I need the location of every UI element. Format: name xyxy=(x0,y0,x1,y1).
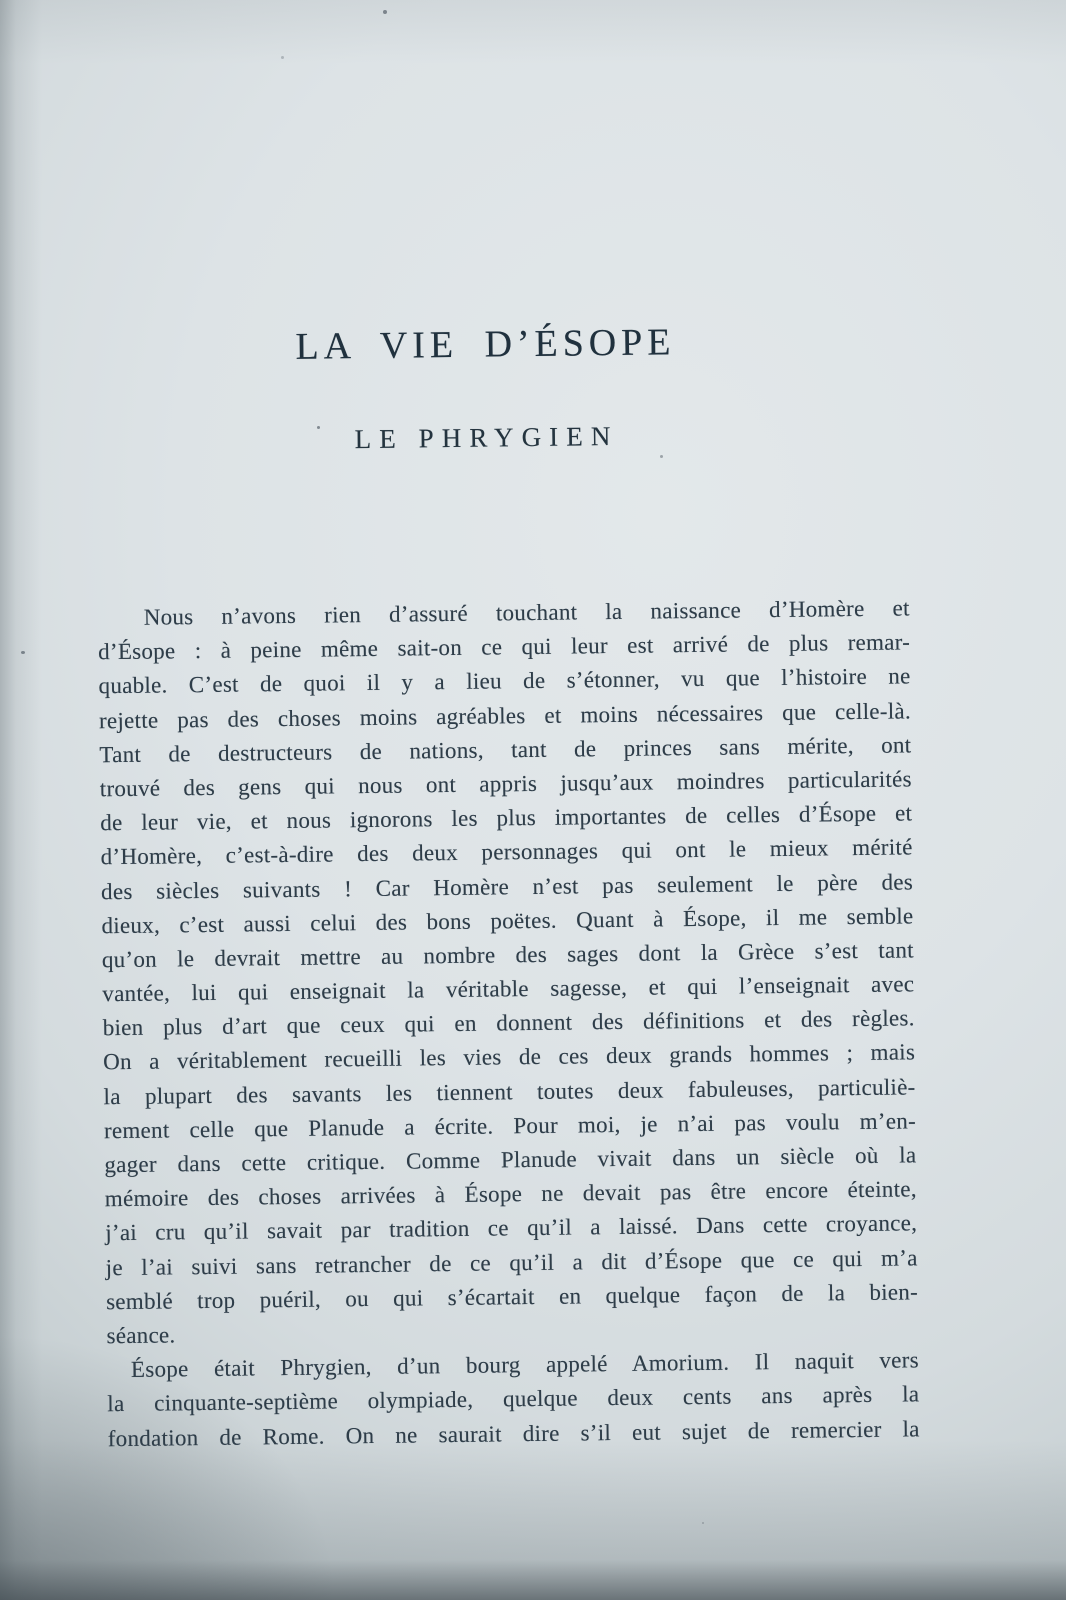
text-line: fondation de Rome. On ne saurait dire s’il eut sujet de remercier la xyxy=(107,1415,920,1451)
text-line: des siècles suivants ! Car Homère n’est pas seulement le père des xyxy=(100,868,914,904)
text-line: vantée, lui qui enseignait la véritable sagesse, et qui l’enseignait avec xyxy=(102,971,915,1007)
paragraph xyxy=(107,1343,920,1455)
text-line: bien plus d’art que ceux qui en donnent des définitions et des règles. xyxy=(102,1005,915,1041)
text-line: On a véritablement recueilli les vies de ces deux grands hommes ; mais xyxy=(103,1039,916,1075)
chapter-title: LA VIE D’ÉSOPE xyxy=(295,321,676,368)
text-line: quable. C’est de quoi il y a lieu de s’étonner, vu que l’histoire ne xyxy=(98,663,911,699)
text-line: séance. xyxy=(106,1322,176,1349)
text-line: je l’ai suivi sans retrancher de ce qu’il a dit d’Ésope que ce qui m’a xyxy=(105,1244,918,1280)
text-line: semblé trop puéril, ou qui s’écartait en quelque façon de la bien- xyxy=(105,1279,919,1315)
text-line: gager dans cette critique. Comme Planude vivait dans un siècle où la xyxy=(104,1142,917,1178)
text-line: la plupart des savants les tiennent toutes deux fabuleuses, particuliè- xyxy=(103,1073,916,1109)
text-line: mémoire des choses arrivées à Ésope ne devait pas être encore éteinte, xyxy=(104,1176,917,1212)
text-line: j’ai cru qu’il savait par tradition ce qu’il a laissé. Dans cette croyance, xyxy=(105,1210,918,1246)
text-line: d’Homère, c’est-à-dire des deux personnages qui ont le mieux mérité xyxy=(100,834,913,870)
text-line: la cinquante-septième olympiade, quelque deux cents ans après la xyxy=(107,1381,920,1417)
text-line: dieux, c’est aussi celui des bons poëtes. Quant à Ésope, il me semble xyxy=(101,903,914,938)
text-line: trouvé des gens qui nous ont appris jusqu’aux moindres particularités xyxy=(99,766,912,802)
text-line: Ésope était Phrygien, d’un bourg appelé Amorium. Il naquit vers xyxy=(130,1347,920,1383)
chapter-subtitle: LE PHRYGIEN xyxy=(354,420,619,455)
text-line: de leur vie, et nous ignorons les plus importantes de celles d’Ésope et xyxy=(100,800,913,836)
text-line: qu’on le devrait mettre au nombre des sages dont la Grèce s’est tant xyxy=(101,937,915,973)
text-line: Nous n’avons rien d’assuré touchant la naissance d’Homère et xyxy=(143,595,910,630)
text-line: d’Ésope : à peine même sait-on ce qui leur est arrivé de plus remar- xyxy=(98,629,911,665)
text-line: rement celle que Planude a écrite. Pour moi, je n’ai pas voulu m’en- xyxy=(103,1108,917,1144)
paragraph xyxy=(98,591,919,1353)
text-line: rejette pas des choses moins agréables et moins nécessaires que celle-là. xyxy=(98,697,912,733)
text-line: Tant de destructeurs de nations, tant de princes sans mérite, ont xyxy=(99,732,912,768)
page-body xyxy=(98,591,920,1456)
